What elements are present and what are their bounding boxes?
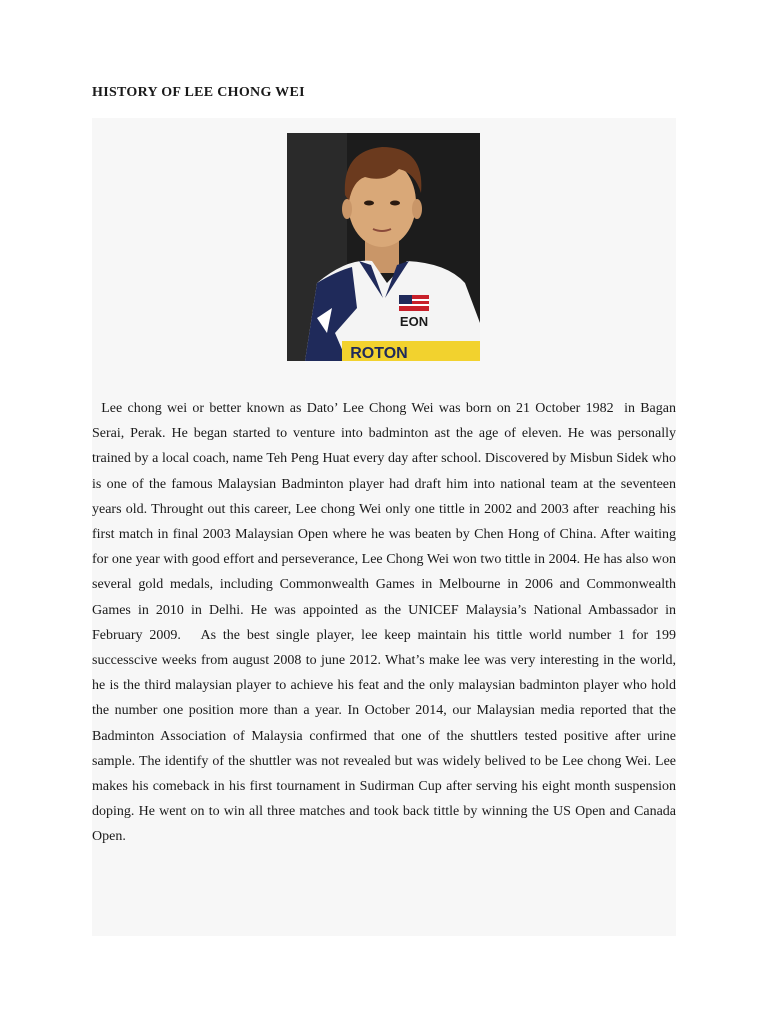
ear-left	[342, 199, 352, 219]
jersey-sponsor-text: ROTON	[350, 345, 408, 361]
eye-left	[364, 201, 374, 206]
document-title: HISTORY OF LEE CHONG WEI	[92, 85, 305, 100]
biography-paragraph: Lee chong wei or better known as Dato’ Lee Chong Wei was born on 21 October 1982 in Bagan Serai, Perak. He began started to venture into badminton ast the age of eleven. He was personally trained by a local coach, name Teh Peng Huat every day after school. Discovered by Misbun Sidek who is one of the famous Malaysian Badminton player had draft him into national team at the seventeen years old. Throught out this career, Lee chong Wei only one tittle in 2002 and 2003 after reaching his first match in final 2003 Malaysian Open where he was beaten by Chen Hong of China. After waiting for one year with good effort and perseverance, Lee Chong Wei won two tittle in 2004. He has also won several gold medals, including Commonwealth Games in Melbourne in 2006 and Commonwealth Games in 2010 in Delhi. He was appointed as the UNICEF Malaysia’s National Ambassador in February 2009. As the best single player, lee keep maintain his tittle world number 1 for 199 successcive weeks from august 2008 to june 2012. What’s make lee was very interesting in the world, he is the third malaysian player to achieve his feat and the only malaysian badminton player who hold the number one position more than a year. In October 2014, our Malaysian media reported that the Badminton Association of Malaysia confirmed that one of the shuttlers tested positive after urine sample. The identify of the shuttler was not revealed but was widely belived to be Lee chong Wei. Lee makes his comeback in his first tournament in Sudirman Cup after serving his eight month suspension doping. He went on to win all three matches and took back tittle by winning the US Open and Canada Open.	[92, 401, 680, 845]
jersey-logo-text: EON	[399, 314, 429, 329]
player-photo-illustration	[287, 133, 480, 361]
player-photo	[287, 133, 480, 361]
content-box	[92, 118, 680, 936]
eye-right	[390, 201, 400, 206]
ear-right	[412, 199, 422, 219]
flag-canton	[399, 295, 412, 304]
flag-stripe-2	[399, 304, 429, 306]
